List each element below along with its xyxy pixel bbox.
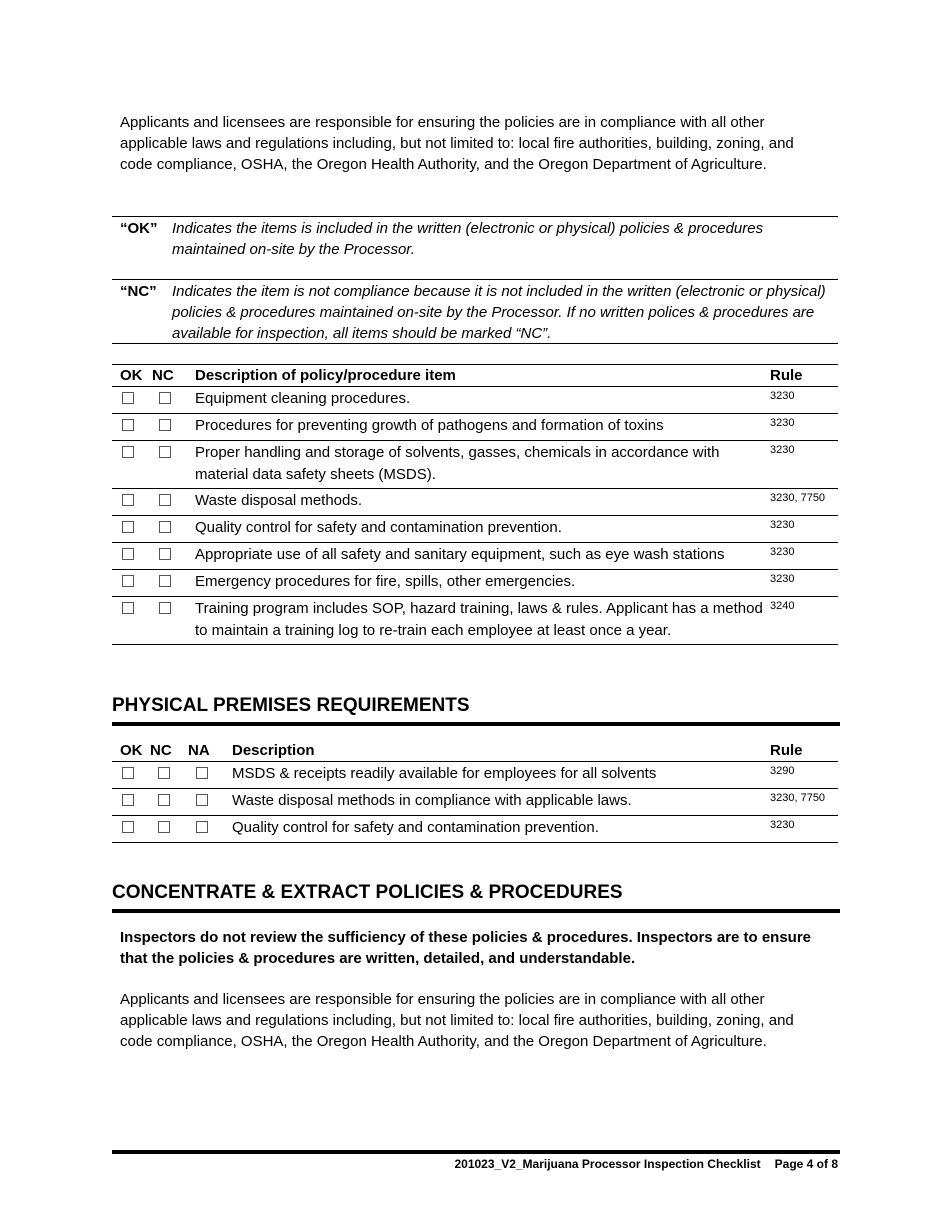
table-row [112, 387, 838, 414]
nc-checkbox[interactable] [159, 446, 171, 458]
definition-divider [112, 343, 838, 344]
row-rule: 3230 [770, 387, 838, 414]
row-rule: 3230 [770, 414, 838, 441]
ok-checkbox[interactable] [122, 494, 134, 506]
physical-table-header [112, 740, 838, 762]
row-description: Appropriate use of all safety and sanitary equipment, such as eye wash stations [195, 543, 770, 570]
section-title-physical: PHYSICAL PREMISES REQUIREMENTS [112, 695, 470, 716]
ok-checkbox[interactable] [122, 767, 134, 779]
col-header-rule: Rule [770, 740, 838, 762]
nc-checkbox[interactable] [159, 521, 171, 533]
col-header-nc: NC [152, 365, 195, 387]
ok-checkbox[interactable] [122, 575, 134, 587]
footer-doc-name: 201023_V2_Marijuana Processor Inspection Checklist [454, 1157, 761, 1171]
col-header-description: Description [232, 740, 770, 762]
na-checkbox[interactable] [196, 767, 208, 779]
row-description: Waste disposal methods in compliance with applicable laws. [232, 789, 770, 816]
definition-text-nc: Indicates the item is not compliance because it is not included in the written (electronic or physical) policies & procedures maintained on-site by the Processor. If no written polices & procedures are available for inspection, all items should be marked “NC”. [172, 283, 826, 342]
definition-ok [112, 216, 838, 260]
row-description: Quality control for safety and contamination prevention. [195, 516, 770, 543]
col-header-nc: NC [150, 740, 188, 762]
row-rule: 3230 [770, 516, 838, 543]
row-description: Quality control for safety and contamination prevention. [232, 816, 770, 843]
col-header-rule: Rule [770, 365, 838, 387]
row-description: Proper handling and storage of solvents, gasses, chemicals in accordance with material data safety sheets (MSDS). [195, 441, 770, 489]
table-row [112, 762, 838, 789]
row-rule: 3230, 7750 [770, 789, 838, 816]
section-divider [112, 722, 840, 726]
ok-checkbox[interactable] [122, 794, 134, 806]
nc-checkbox[interactable] [159, 392, 171, 404]
nc-checkbox[interactable] [159, 575, 171, 587]
row-description: Waste disposal methods. [195, 489, 770, 516]
ok-checkbox[interactable] [122, 548, 134, 560]
ok-checkbox[interactable] [122, 521, 134, 533]
table-row [112, 489, 838, 516]
ok-checkbox[interactable] [122, 821, 134, 833]
col-header-na: NA [188, 740, 232, 762]
nc-checkbox[interactable] [159, 602, 171, 614]
table-row [112, 597, 838, 645]
table-row [112, 816, 838, 843]
row-description: Emergency procedures for fire, spills, other emergencies. [195, 570, 770, 597]
nc-checkbox[interactable] [159, 548, 171, 560]
nc-checkbox[interactable] [159, 419, 171, 431]
na-checkbox[interactable] [196, 794, 208, 806]
row-rule: 3230 [770, 816, 838, 843]
row-description: MSDS & receipts readily available for employees for all solvents [232, 762, 770, 789]
ok-checkbox[interactable] [122, 419, 134, 431]
row-rule: 3230, 7750 [770, 489, 838, 516]
row-rule: 3230 [770, 543, 838, 570]
nc-checkbox[interactable] [159, 494, 171, 506]
nc-checkbox[interactable] [158, 794, 170, 806]
footer-page-number: Page 4 of 8 [774, 1157, 838, 1171]
nc-checkbox[interactable] [158, 767, 170, 779]
row-description: Training program includes SOP, hazard training, laws & rules. Applicant has a method to maintain a training log to re-train each employee at least once a year. [195, 597, 770, 645]
policy-table-header [112, 365, 838, 387]
section-title-concentrate: CONCENTRATE & EXTRACT POLICIES & PROCEDURES [112, 882, 623, 903]
footer-divider [112, 1150, 840, 1154]
row-description: Procedures for preventing growth of pathogens and formation of toxins [195, 414, 770, 441]
inspector-note: Inspectors do not review the sufficiency of these policies & procedures. Inspectors are to ensure that the policies & procedures are written, detailed, and understandable. [120, 929, 812, 967]
ok-checkbox[interactable] [122, 602, 134, 614]
compliance-paragraph: Applicants and licensees are responsible for ensuring the policies are in compliance with all other applicable laws and regulations including, but not limited to: local fire authorities, building, zoning, and code compliance, OSHA, the Oregon Health Authority, and the Oregon Department of Agriculture. [120, 991, 794, 1050]
row-description: Equipment cleaning procedures. [195, 387, 770, 414]
section-divider [112, 909, 840, 913]
intro-paragraph: Applicants and licensees are responsible for ensuring the policies are in compliance with all other applicable laws and regulations including, but not limited to: local fire authorities, building, zoning, and code compliance, OSHA, the Oregon Health Authority, and the Oregon Department of Agriculture. [120, 114, 794, 173]
definition-term-nc: “NC” [120, 283, 157, 300]
row-rule: 3230 [770, 441, 838, 489]
row-rule: 3240 [770, 597, 838, 645]
policy-procedure-table [112, 364, 838, 645]
table-row [112, 570, 838, 597]
nc-checkbox[interactable] [158, 821, 170, 833]
page-footer [440, 1157, 838, 1171]
table-row [112, 441, 838, 489]
row-rule: 3290 [770, 762, 838, 789]
definition-nc [112, 279, 838, 344]
definition-text-ok: Indicates the items is included in the written (electronic or physical) policies & procedures maintained on-site by the Processor. [172, 220, 764, 258]
ok-checkbox[interactable] [122, 392, 134, 404]
col-header-ok: OK [112, 740, 150, 762]
ok-checkbox[interactable] [122, 446, 134, 458]
table-row [112, 789, 838, 816]
table-row [112, 414, 838, 441]
table-row [112, 516, 838, 543]
definition-term-ok: “OK” [120, 220, 158, 237]
col-header-description: Description of policy/procedure item [195, 365, 770, 387]
physical-premises-table [112, 740, 838, 843]
table-row [112, 543, 838, 570]
row-rule: 3230 [770, 570, 838, 597]
col-header-ok: OK [112, 365, 152, 387]
na-checkbox[interactable] [196, 821, 208, 833]
